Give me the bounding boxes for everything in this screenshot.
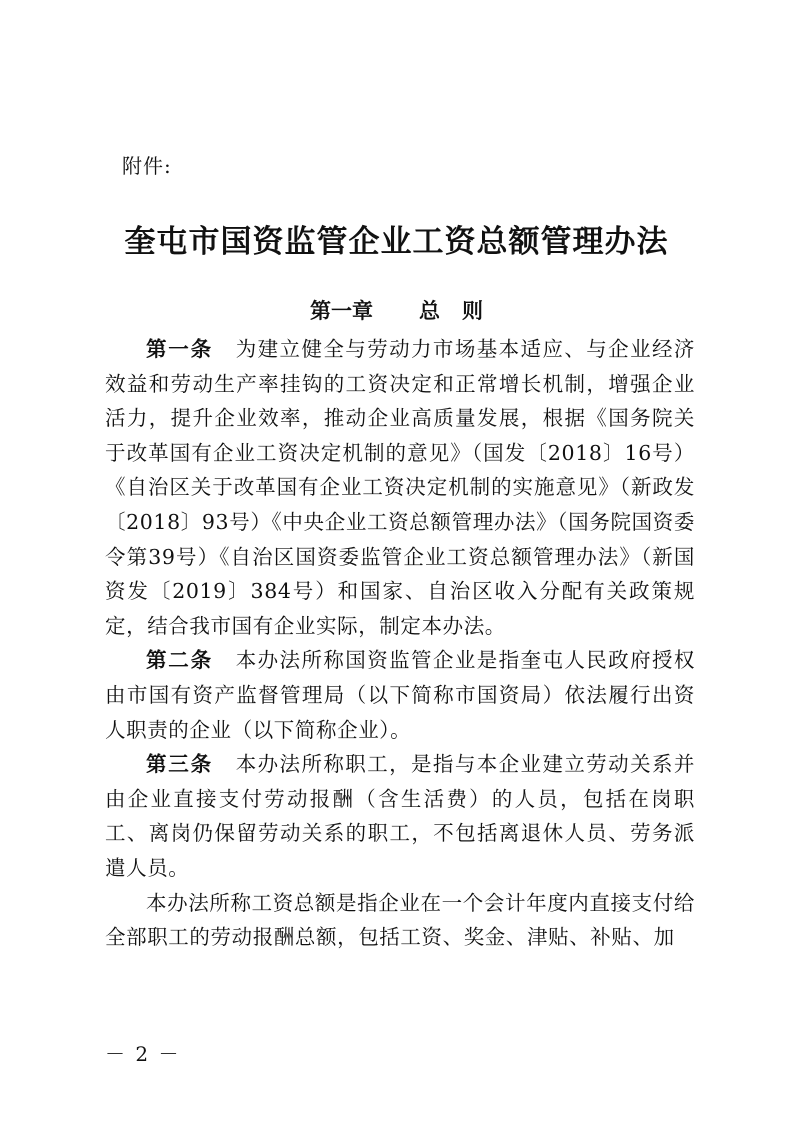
article-heading: 第二条 [146,648,213,673]
article-2 [105,643,695,747]
document-title: 奎屯市国资监管企业工资总额管理办法 [124,224,669,260]
article-heading: 第一条 [146,337,213,361]
article-text: 为建立健全与劳动力市场基本适应、与企业经济效益和劳动生产率挂钩的工资决定和正常增长机制，增强企业活力，提升企业效率，推动企业高质量发展，根据《国务院关于改革国有企业工资决定机制的意见》（国发〔2018〕16号）《自治区关于改革国有企业工资决定机制的实施意见》（新政发〔2018〕93号）《中央企业工资总额管理办法》（国务院国资委令第39号）《自治区国资委监管企业工资总额管理办法》（新国资发〔2019〕384号）和国家、自治区收入分配有关政策规定，结合我市国有企业实际，制定本办法。 [105,337,696,638]
article-heading: 第三条 [146,752,213,777]
article-text: 本办法所称国资监管企业是指奎屯人民政府授权由市国有资产监督管理局（以下简称市国资局）依法履行出资人职责的企业（以下简称企业）。 [105,648,696,742]
chapter-number: 第一章 [310,299,373,323]
chapter-name-part1: 总 [419,299,440,323]
chapter-name-part2: 则 [462,299,483,323]
article-3 [105,747,695,885]
continuation-paragraph: 本办法所称工资总额是指企业在一个会计年度内直接支付给全部职工的劳动报酬总额，包括工资、奖金、津贴、补贴、加 [105,890,695,950]
article-1 [105,332,695,643]
attachment-label: 附件: [122,154,172,178]
chapter-heading [0,295,793,325]
page-number: － 2 － [105,1042,181,1066]
document-body [105,332,695,955]
article-text: 本办法所称职工，是指与本企业建立劳动关系并由企业直接支付劳动报酬（含生活费）的人员，包括在岗职工、离岗仍保留劳动关系的职工，不包括离退休人员、劳务派遣人员。 [105,752,696,880]
